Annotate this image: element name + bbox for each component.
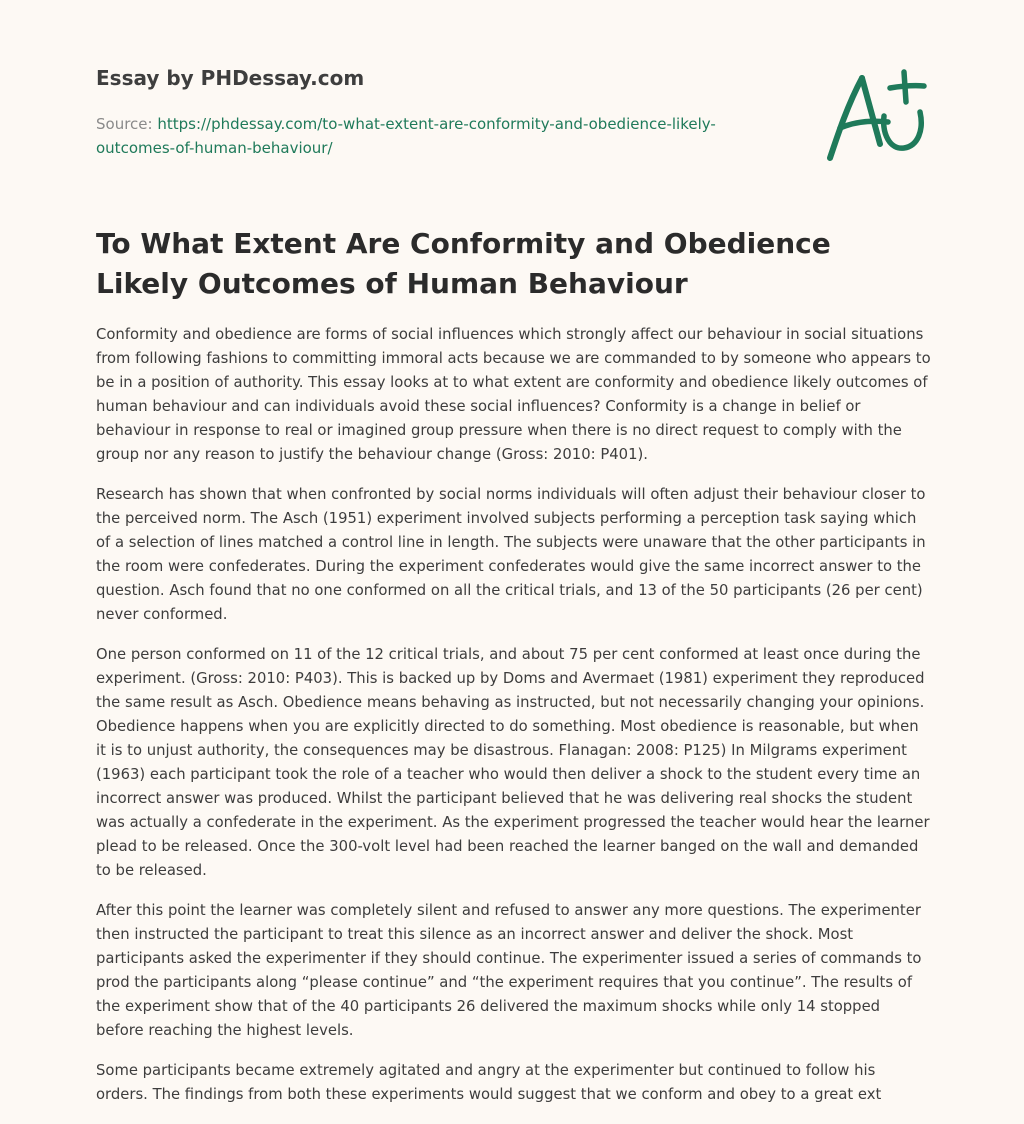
article-paragraph: Conformity and obedience are forms of social influences which strongly affect our behaviour in social situations from following fashions to committing immoral acts because we are commanded to by someone who appears to be in a position of authority. This essay looks at to what extent are conformity and obedience likely outcomes of human behaviour and can individuals avoid these social influences? Conformity is a change in belief or behaviour in response to real or imagined group pressure when there is no direct request to comply with the group nor any reason to justify the behaviour change (Gross: 2010: P401). (96, 326, 931, 463)
article-paragraph: Some participants became extremely agitated and angry at the experimenter but continued to follow his orders. The findings from both these experiments would suggest that we conform and obey to a great ext (96, 1062, 882, 1103)
article-paragraph: After this point the learner was completely silent and refused to answer any more questions. The experimenter then instructed the participant to treat this silence as an incorrect answer and deliver the shock. Most participants asked the experimenter if they should continue. The experimenter issued a series of commands to prod the participants along “please continue” and “the experiment requires that you continue”. The results of the experiment show that of the 40 participants 26 delivered the maximum shocks while only 14 stopped before reaching the highest levels. (96, 902, 922, 1039)
source-link[interactable] (96, 115, 716, 157)
article-paragraph: One person conformed on 11 of the 12 critical trials, and about 75 per cent conformed at least once during the experiment. (Gross: 2010: P403). This is backed up by Doms and Avermaet (1981) experiment they reproduced the same result as Asch. Obedience means behaving as instructed, but not necessarily changing your opinions. Obedience happens when you are explicitly directed to do something. Most obedience is reasonable, but when it is to unjust authority, the consequences may be disastrous. Flanagan: 2008: P125) In Milgrams experiment (1963) each participant took the role of a teacher who would then deliver a shock to the student every time an incorrect answer was produced. Whilst the participant believed that he was delivering real shocks the student was actually a confederate in the experiment. As the experiment progressed the teacher would hear the learner plead to be released. Once the 300-volt level had been reached the learner banged on the wall and demanded to be released. (96, 646, 930, 879)
site-brand: Essay by PHDessay.com (96, 66, 365, 90)
source-label: Source: (96, 115, 158, 133)
source-link-line-1: https://phdessay.com/to-what-extent-are-conformity-and-obedience-likely- (157, 115, 716, 133)
source-line (96, 112, 736, 160)
article-paragraph: Research has shown that when confronted by social norms individuals will often adjust their behaviour closer to the perceived norm. The Asch (1951) experiment involved subjects performing a perception task saying which of a selection of lines matched a control line in length. The subjects were unaware that the other participants in the room were confederates. During the experiment confederates would give the same incorrect answer to the question. Asch found that no one conformed on all the critical trials, and 13 of the 50 participants (26 per cent) never conformed. (96, 486, 926, 623)
a-plus-grade-icon (818, 64, 930, 168)
source-link-line-2: outcomes-of-human-behaviour/ (96, 139, 333, 157)
article-title: To What Extent Are Conformity and Obedience Likely Outcomes of Human Behaviour (96, 227, 831, 300)
article-body (96, 323, 931, 1123)
